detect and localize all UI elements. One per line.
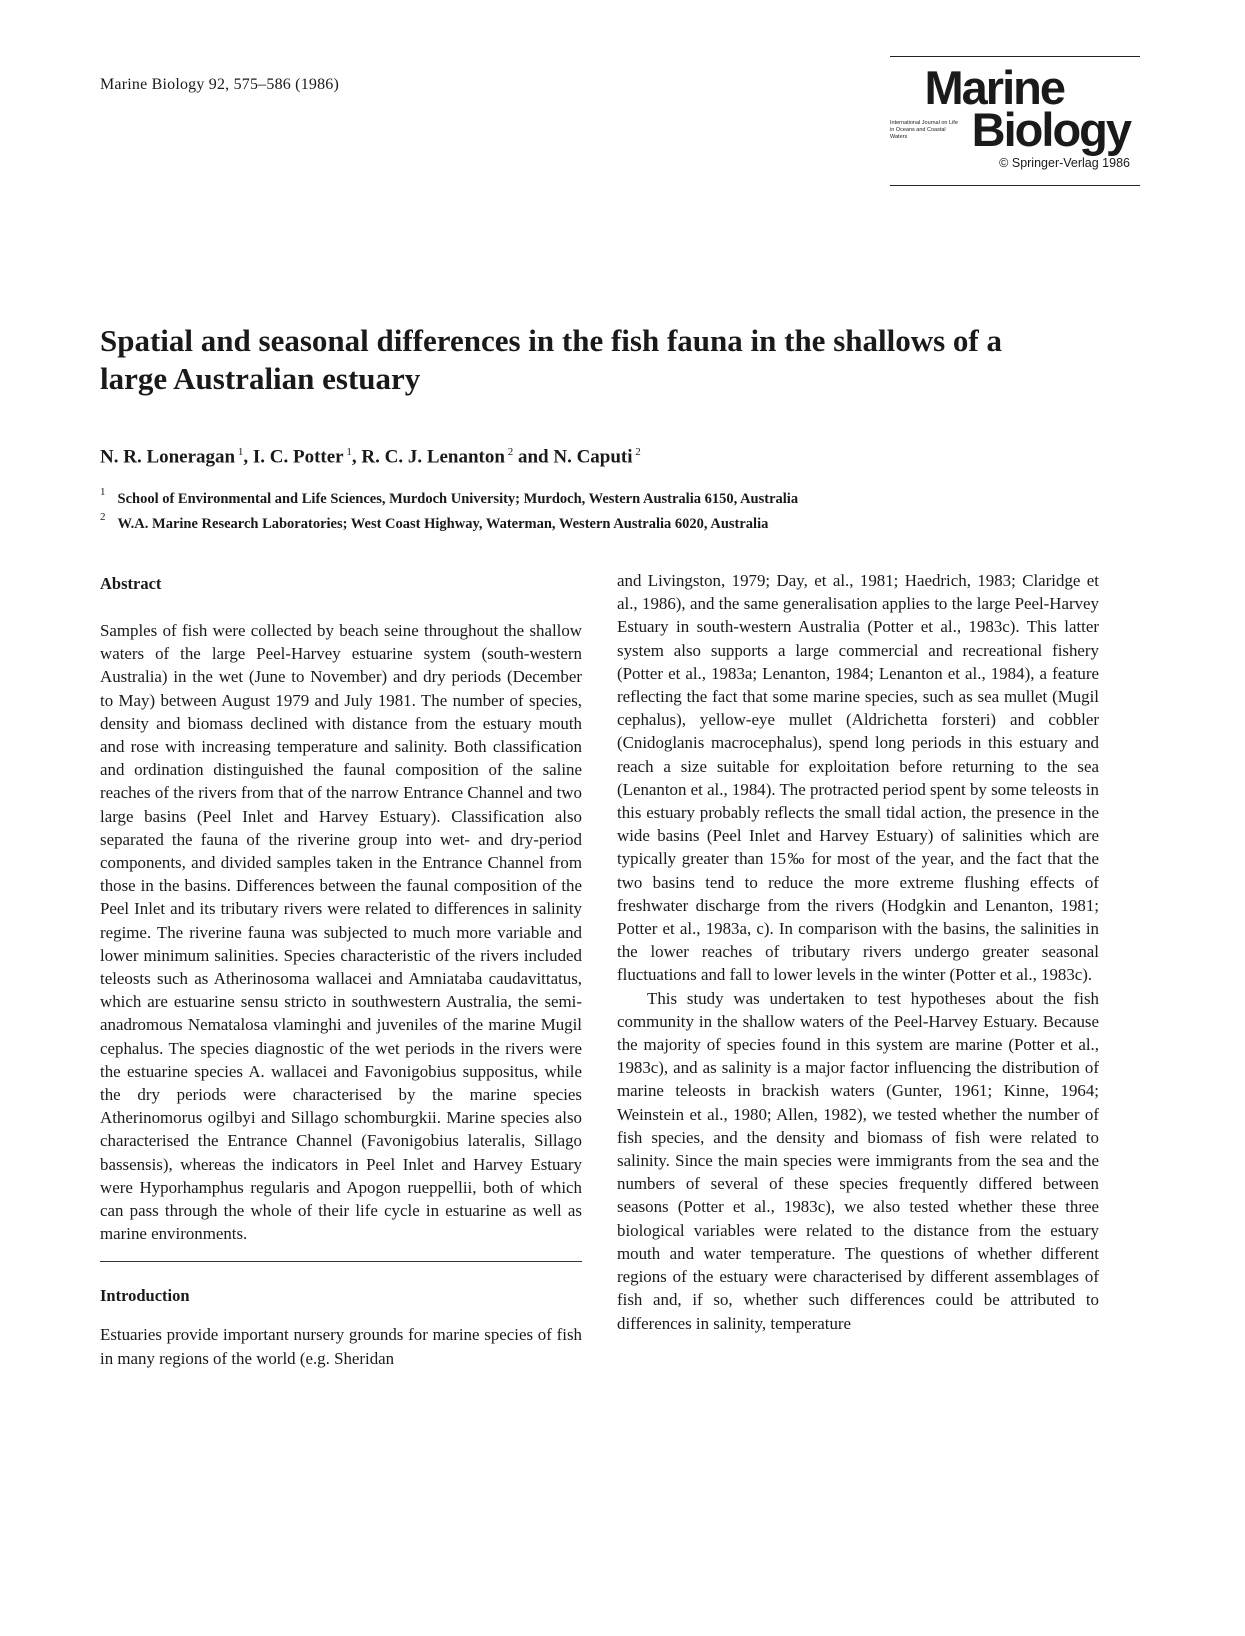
author-name: N. Caputi	[553, 446, 633, 468]
journal-citation: Marine Biology 92, 575–586 (1986)	[100, 76, 340, 93]
author-name: I. C. Potter	[252, 446, 344, 468]
affiliation-text: W.A. Marine Research Laboratories; West Coast Highway, Waterman, Western Australia 6020, Australia	[117, 515, 769, 532]
affiliation-2	[100, 513, 768, 533]
introduction-heading: Introduction	[100, 1286, 190, 1306]
affiliation-number: 2	[100, 511, 106, 523]
author-affiliation-mark: 1	[343, 446, 352, 458]
author-list: N. R. Loneragan $^1$, I. C. Potter $^1$, R. C. J. Lenanton $^2$ and N. Caputi $^2$	[100, 446, 641, 468]
right-column	[617, 569, 1099, 1335]
author-affiliation-mark: 2	[504, 446, 514, 458]
author-affiliation-mark: 1	[235, 446, 244, 458]
affiliation-1	[100, 488, 798, 508]
logo-small-text: International Journal on Life in Oceans and Coastal Waters	[890, 120, 958, 140]
abstract-text: Samples of fish were collected by beach seine throughout the shallow waters of the large Peel-Harvey estuarine system (south-western Australia) in the wet (June to November) and dry periods (December to May) between August 1979 and July 1981. The number of species, density and biomass declined with distance from the estuary mouth and rose with increasing temperature and salinity. Both classification and ordination distinguished the faunal composition of the saline reaches of the rivers from that of the narrow Entrance Channel and two large basins (Peel Inlet and Harvey Estuary). Classification also separated the fauna of the riverine group into wet- and dry-period components, and divided samples taken in the Entrance Channel from those in the basins. Differences between the faunal composition of the Peel Inlet and its tributary rivers were related to differences in salinity regime. The riverine fauna was subjected to much more variable and lower minimum salinities. Species characteristic of the rivers included teleosts such as Atherinosoma wallacei and Amniataba caudavittatus, which are estuarine sensu stricto in southwestern Australia, the semi-anadromous Nematalosa vlaminghi and juveniles of the marine Mugil cephalus. The species diagnostic of the wet periods in the rivers were the estuarine species A. wallacei and Favonigobius suppositus, while the dry periods were characterised by the marine species Atherinomorus ogilbyi and Sillago schomburgkii. Marine species also characterised the Entrance Channel (Favonigobius lateralis, Sillago bassensis), whereas the indicators in Peel Inlet and Harvey Estuary were Hyporhamphus regularis and Apogon rueppellii, both of which can pass through the whole of their life cycle in estuarine as well as marine environments.	[100, 621, 582, 1244]
author-affiliation-mark: 2	[632, 446, 641, 458]
introduction-paragraph-continued: and Livingston, 1979; Day, et al., 1981; Haedrich, 1983; Claridge et al., 1986), and the same generalisation applies to the large Peel-Harvey Estuary in south-western Australia (Potter et al., 1983c). This latter system also supports a large commercial and recreational fishery (Potter et al., 1983a; Lenanton, 1984; Lenanton et al., 1984), a feature reflecting the fact that some marine species, such as sea mullet (Mugil cephalus), yellow-eye mullet (Aldrichetta forsteri) and cobbler (Cnidoglanis macrocephalus), spend long periods in this estuary and reach a size suitable for exploitation before returning to the sea (Lenanton et al., 1984). The protracted period spent by some teleosts in this estuary probably reflects the small tidal action, the presence in the wide basins (Peel Inlet and Harvey Estuary) of salinities which are typically greater than 15‰ for most of the year, and the fact that the two basins tend to reduce the more extreme flushing effects of freshwater discharge from the rivers (Hodgkin and Lenanton, 1981; Potter et al., 1983a, c). In comparison with the basins, the salinities in the lower reaches of tributary rivers undergo greater seasonal fluctuations and fall to lower levels in the winter (Potter et al., 1983c).	[617, 571, 1099, 985]
introduction-paragraph-2: This study was undertaken to test hypotheses about the fish community in the shallow waters of the Peel-Harvey Estuary. Because the majority of species found in this system are marine (Potter et al., 1983c), and as salinity is a major factor influencing the distribution of marine teleosts in brackish waters (Gunter, 1961; Kinne, 1964; Weinstein et al., 1980; Allen, 1982), we tested whether the number of fish species, and the density and biomass of fish were related to salinity. Since the main species were immigrants from the sea and the numbers of several of these species frequently differed between seasons (Potter et al., 1983c), we also tested whether these three biological variables were related to the distance from the estuary mouth and water temperature. The questions of whether different regions of the estuary were characterised by different assemblages of fish and, if so, whether such differences could be attributed to differences in salinity, temperature	[617, 988, 1099, 1333]
affiliation-text: School of Environmental and Life Sciences, Murdoch University; Murdoch, Western Australia 6150, Australia	[117, 490, 799, 507]
logo-word-marine: Marine	[924, 61, 1064, 114]
article-title: Spatial and seasonal differences in the fish fauna in the shallows of a large Australian estuary	[100, 323, 1002, 396]
introduction-paragraph-start: Estuaries provide important nursery grounds for marine species of fish in many regions of the world (e.g. Sheridan	[100, 1325, 582, 1368]
left-column	[100, 572, 582, 1370]
logo-word-biology: Biology	[971, 103, 1130, 156]
copyright-notice: © Springer-Verlag 1986	[999, 156, 1130, 170]
author-name: R. C. J. Lenanton	[361, 446, 505, 468]
abstract-heading: Abstract	[100, 574, 162, 593]
affiliation-number: 1	[100, 486, 106, 498]
author-name: N. R. Loneragan	[100, 446, 236, 468]
logo-bottom-rule	[890, 185, 1140, 186]
logo-top-rule	[890, 56, 1140, 57]
journal-logo	[890, 56, 1140, 186]
section-divider	[100, 1261, 582, 1262]
